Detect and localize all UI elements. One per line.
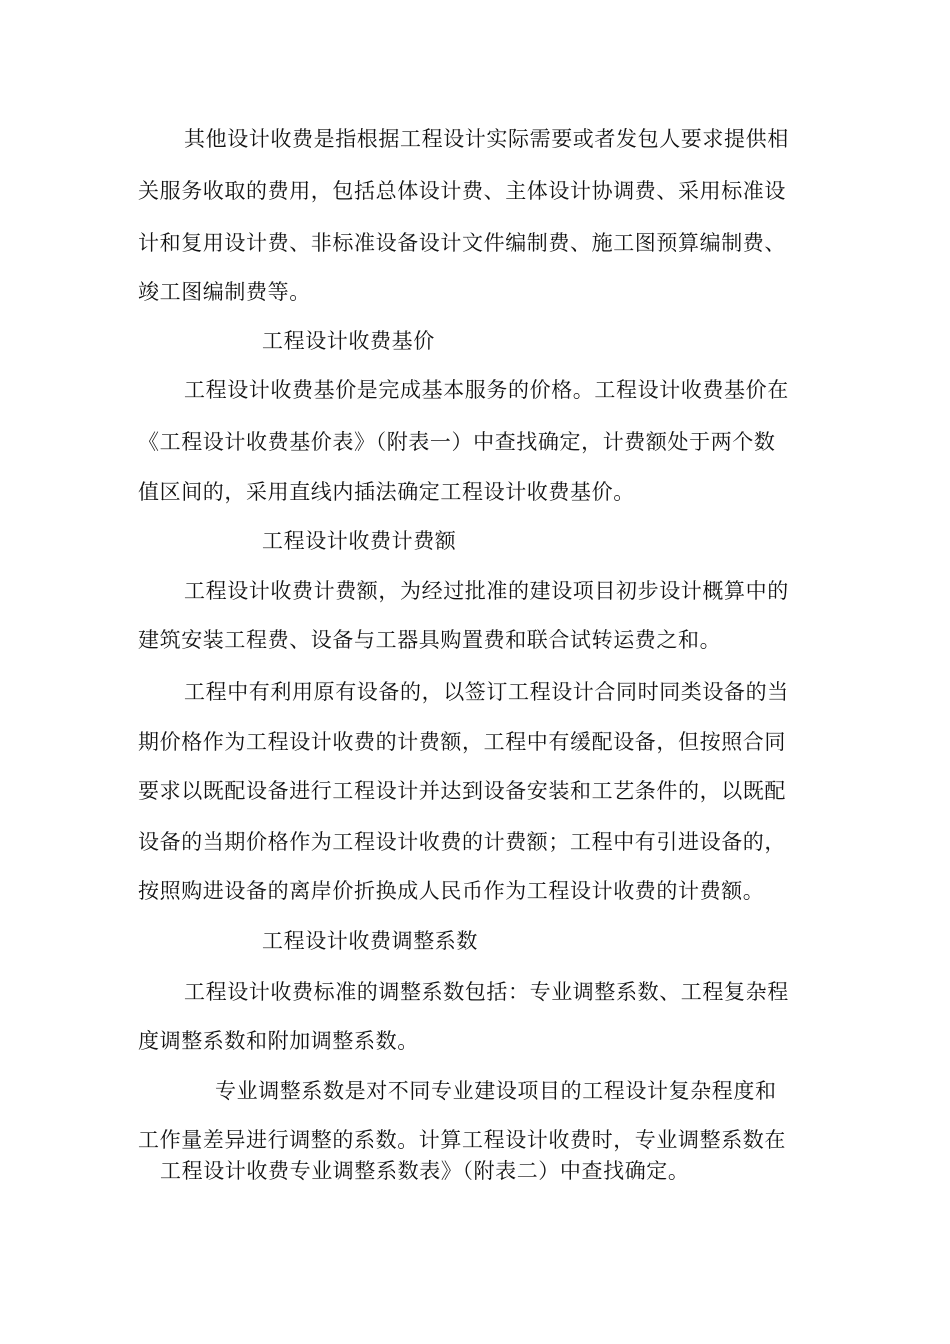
section-heading-base-price: 工程设计收费基价 xyxy=(262,329,435,353)
paragraph-5-line-1: 工程设计收费标准的调整系数包括：专业调整系数、工程复杂程 xyxy=(184,980,789,1004)
paragraph-6-line-3: 工程设计收费专业调整系数表》（附表二）中查找确定。 xyxy=(160,1159,690,1183)
paragraph-3-line-1: 工程设计收费计费额，为经过批准的建设项目初步设计概算中的 xyxy=(184,579,789,603)
paragraph-5-line-2: 度调整系数和附加调整系数。 xyxy=(138,1029,419,1053)
paragraph-4-line-2: 期价格作为工程设计收费的计费额，工程中有缓配设备，但按照合同 xyxy=(138,730,786,754)
paragraph-6-line-1: 专业调整系数是对不同专业建设项目的工程设计复杂程度和 xyxy=(215,1079,777,1103)
paragraph-4-line-4: 设备的当期价格作为工程设计收费的计费额；工程中有引进设备的， xyxy=(138,830,786,854)
paragraph-2-line-2: 《工程设计收费基价表》（附表一）中查找确定，计费额处于两个数 xyxy=(138,430,776,454)
section-heading-adjustment-coefficient: 工程设计收费调整系数 xyxy=(262,929,478,953)
paragraph-1-line-1: 其他设计收费是指根据工程设计实际需要或者发包人要求提供相 xyxy=(184,127,789,151)
paragraph-3-line-2: 建筑安装工程费、设备与工器具购置费和联合试转运费之和。 xyxy=(138,628,722,652)
section-heading-fee-amount: 工程设计收费计费额 xyxy=(262,529,457,553)
paragraph-1-line-4: 竣工图编制费等。 xyxy=(138,280,311,304)
paragraph-4-line-5: 按照购进设备的离岸价折换成人民币作为工程设计收费的计费额。 xyxy=(138,879,765,903)
paragraph-2-line-3: 值区间的，采用直线内插法确定工程设计收费基价。 xyxy=(138,480,635,504)
paragraph-4-line-3: 要求以既配设备进行工程设计并达到设备安装和工艺条件的，以既配 xyxy=(138,779,786,803)
paragraph-1-line-2: 关服务收取的费用，包括总体设计费、主体设计协调费、采用标准设 xyxy=(138,179,786,203)
paragraph-1-line-3: 计和复用设计费、非标准设备设计文件编制费、施工图预算编制费、 xyxy=(138,231,786,255)
paragraph-2-line-1: 工程设计收费基价是完成基本服务的价格。工程设计收费基价在 xyxy=(184,378,789,402)
paragraph-4-line-1: 工程中有利用原有设备的，以签订工程设计合同时同类设备的当 xyxy=(184,680,789,704)
paragraph-6-line-2: 工作量差异进行调整的系数。计算工程设计收费时，专业调整系数在 xyxy=(138,1128,786,1152)
